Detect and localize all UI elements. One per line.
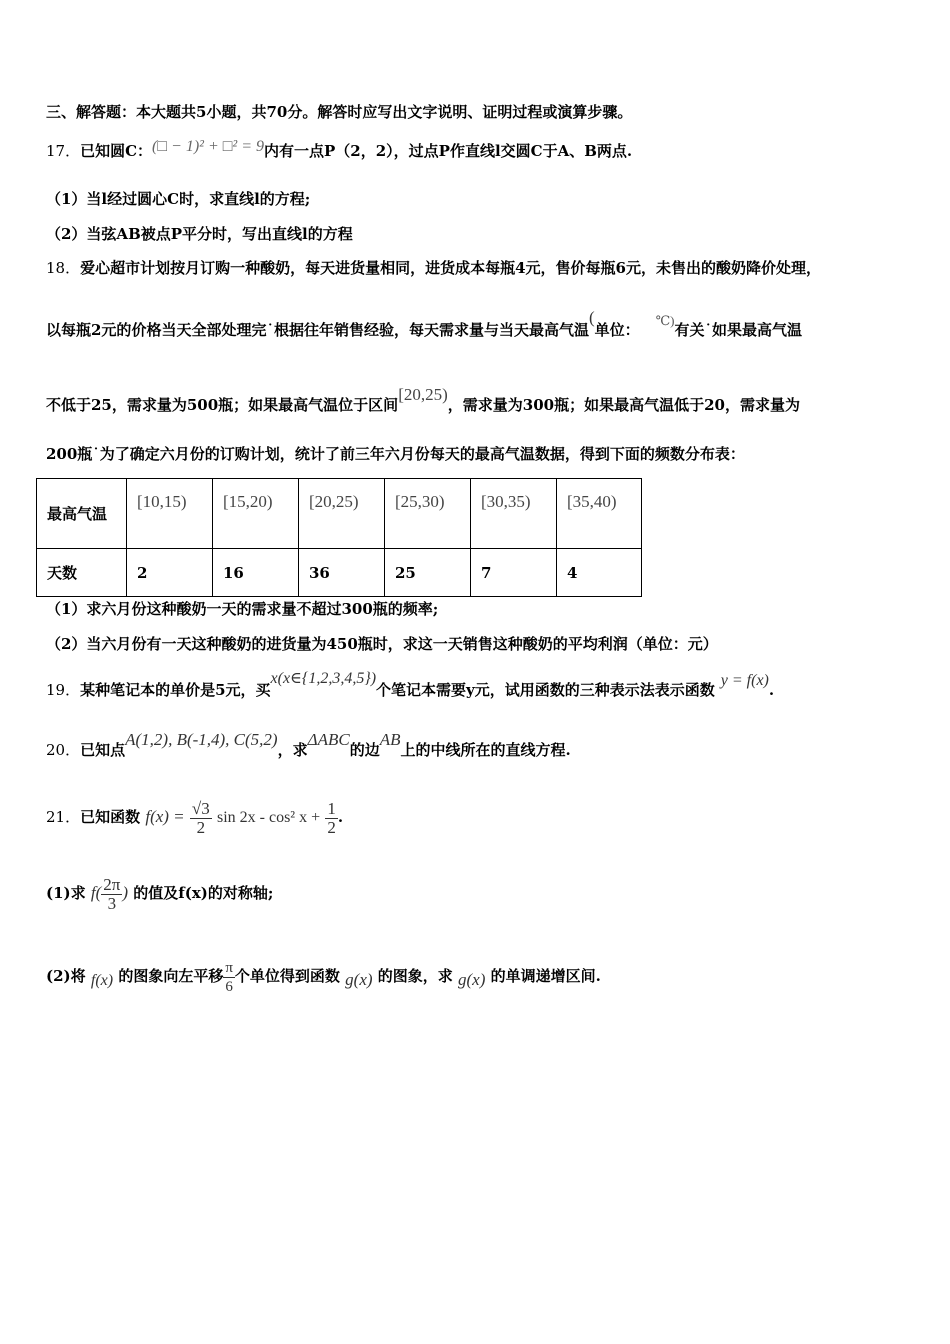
section-header: 三、解答题：本大题共5小题，共70分。解答时应写出文字说明、证明过程或演算步骤。: [46, 103, 633, 121]
q20-pre: 已知点: [80, 741, 126, 759]
frequency-table: [36, 478, 642, 597]
q19-number: 19．: [46, 681, 81, 699]
q19-function-formula: y = f(x): [720, 672, 769, 689]
q21-part2-mid2: 个单位得到函数: [234, 967, 340, 985]
q20-mid1: ，求: [277, 741, 308, 759]
table-cell-days: 25: [385, 549, 471, 597]
q19-stem: [46, 670, 775, 701]
q18-line2: [46, 308, 803, 341]
q18-interval: [20,25): [398, 385, 448, 404]
q19-end: .: [768, 681, 775, 699]
q21-f-mid: sin 2x - cos² x +: [216, 809, 321, 826]
table-cell-days: 16: [213, 549, 299, 597]
frac-denominator: 2: [196, 817, 206, 837]
q17-stem: [46, 138, 633, 162]
q21-part2-mid1: 的图象向左平移: [118, 967, 224, 985]
q19-mid: 个笔记本需要y元，试用函数的三种表示法表示函数: [376, 681, 715, 699]
table-cell-days: 36: [299, 549, 385, 597]
q20-mid2: 的边: [349, 741, 380, 759]
q20-stem: [46, 730, 571, 760]
q20-post: 上的中线所在的直线方程.: [400, 741, 571, 759]
q21-part1-post: 的值及f(x)的对称轴;: [133, 884, 274, 902]
q21-part1-f: f(: [90, 883, 102, 902]
q17-circle-formula: (□ − 1)² + □² = 9: [152, 138, 265, 155]
q18-unit-celsius: ℃): [655, 313, 675, 328]
q21-fraction-1-over-2: [325, 800, 338, 837]
q21-pre: 已知函数: [80, 808, 141, 826]
table-row-temperature: [37, 479, 642, 549]
q18-line3b: ，需求量为300瓶；如果最高气温低于20，需求量为: [447, 396, 800, 414]
table-row-label: 最高气温: [37, 479, 127, 549]
q18-part2: （2）当六月份有一天这种酸奶的进货量为450瓶时，求这一天销售这种酸奶的平均利润（单位：元）: [46, 635, 718, 653]
q21-part2-mid3: 的图象，求: [377, 967, 453, 985]
q17-part2: （2）当弦AB被点P平分时，写出直线l的方程: [46, 225, 353, 243]
q21-part1: [46, 868, 273, 918]
q18-line4: 200瓶˙为了确定六月份的订购计划，统计了前三年六月份每天的最高气温数据，得到下面的频数分布表：: [46, 445, 745, 463]
frac-denominator: 6: [225, 978, 233, 995]
q18-paren-open: (: [588, 308, 595, 327]
q18-number: 18．: [46, 259, 81, 277]
q21-part1-close: ): [122, 883, 129, 902]
q21-fraction-2pi-over-3: [101, 876, 122, 913]
q17-number: 17．: [46, 142, 81, 160]
table-cell-days: 7: [471, 549, 557, 597]
q21-f-lhs: f(x) =: [145, 807, 185, 826]
q21-part2-fx: f(x): [90, 972, 114, 989]
q21-part2: [46, 954, 601, 998]
q21-number: 21．: [46, 808, 81, 826]
q18-line2a: 以每瓶2元的价格当天全部处理完˙根据往年销售经验，每天需求量与当天最高气温: [46, 321, 589, 339]
q20-points: A(1,2), B(-1,4), C(5,2): [125, 730, 278, 749]
frac-denominator: 3: [107, 893, 117, 913]
q17-pre: 已知圆C：: [80, 142, 153, 160]
q21-end: .: [337, 808, 344, 826]
frac-numerator: 1: [327, 798, 336, 818]
q18-line3: [46, 385, 800, 415]
table-row-days: [37, 549, 642, 597]
q17-post: 内有一点P（2，2），过点P作直线l交圆C于A、B两点.: [264, 142, 633, 160]
q21-part2-pre: (2)将: [46, 967, 86, 985]
q18-line2b: 单位：: [594, 321, 640, 339]
q21-stem: [46, 795, 343, 839]
table-cell-days: 2: [127, 549, 213, 597]
frac-denominator: 2: [327, 817, 336, 837]
q18-line2c: 有关˙如果最高气温: [674, 321, 803, 339]
q18-line3a: 不低于25，需求量为500瓶；如果最高气温位于区间: [46, 396, 399, 414]
q21-part1-pre: (1)求: [46, 884, 86, 902]
q19-set-formula: x(x∈{1,2,3,4,5}): [270, 670, 377, 687]
frac-numerator: 2π: [103, 874, 121, 894]
q21-fraction-pi-over-6: [223, 959, 235, 996]
q21-part2-gx: g(x): [345, 970, 373, 989]
q21-fraction-sqrt3-over-2: [190, 800, 212, 837]
q18-line1-text: 爱心超市计划按月订购一种酸奶，每天进货量相同，进货成本每瓶4元，售价每瓶6元，未售出的酸奶降价处理，: [80, 259, 821, 277]
q18-part1: （1）求六月份这种酸奶一天的需求量不超过300瓶的频率;: [46, 600, 439, 618]
q21-part2-gx2: g(x): [458, 970, 486, 989]
frac-numerator: π: [225, 959, 233, 976]
q20-segment: AB: [379, 730, 401, 749]
table-cell-interval: [35,40): [567, 491, 617, 511]
q19-pre: 某种笔记本的单价是5元，买: [80, 681, 271, 699]
table-cell-days: 4: [557, 549, 642, 597]
q21-part2-post: 的单调递增区间.: [490, 967, 601, 985]
q20-number: 20．: [46, 741, 81, 759]
q17-part1: （1）当l经过圆心C时，求直线l的方程;: [46, 190, 311, 208]
table-cell-interval: [20,25): [309, 491, 359, 511]
table-cell-interval: [30,35): [481, 491, 531, 511]
q20-triangle: ΔABC: [307, 730, 350, 749]
frac-numerator: √3: [191, 798, 210, 818]
table-cell-interval: [15,20): [223, 491, 273, 511]
table-row-label: 天数: [37, 549, 127, 597]
table-cell-interval: [25,30): [395, 491, 445, 511]
table-cell-interval: [10,15): [137, 491, 187, 511]
q18-line1: [46, 258, 821, 278]
